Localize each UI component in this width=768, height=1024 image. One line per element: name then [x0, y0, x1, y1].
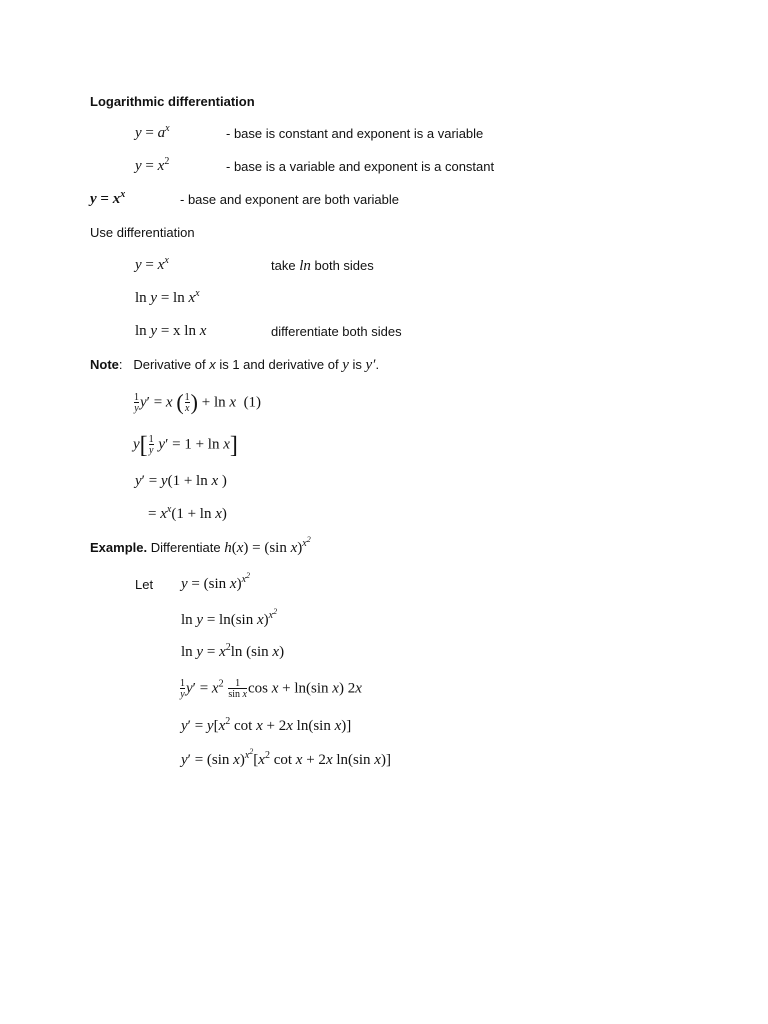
- case1-desc: - base is constant and exponent is a variable: [226, 126, 484, 141]
- step3-note: differentiate both sides: [271, 324, 402, 339]
- case1-formula: $y = a^x$: [135, 123, 170, 141]
- case3-formula: $y = x^x$: [90, 189, 126, 207]
- example-step1: y = (sin x)$^{x^2}$: [181, 571, 251, 592]
- derivative-line3: y′ = y(1 + ln x ): [135, 473, 227, 489]
- example-step3: $\ln y = x^2\ln$ (sin x): [181, 642, 285, 660]
- note-t3: is: [352, 357, 362, 372]
- case3-desc: - base and exponent are both variable: [180, 192, 399, 207]
- example-text: Differentiate: [150, 540, 221, 555]
- derivative-line2: y[ $\frac{1}{y}$ y′ = 1 + ln x]: [133, 432, 238, 459]
- case2-desc: - base is a variable and exponent is a constant: [226, 159, 495, 174]
- ln-word: ln: [299, 258, 311, 274]
- step1-formula: $y = x^x$: [135, 255, 169, 273]
- step3-formula: ln y = x ln x: [135, 323, 207, 339]
- example-step6: y′ = (sin $x)^{x^2}[x^2$ cot x + 2x ln(sin x)]: [181, 747, 391, 768]
- use-differentiation: Use differentiation: [90, 225, 195, 240]
- example-step4: $\frac{1}{y}$ $y' = x^2$ $\frac{1}{\text{sin x}}$ cos x + ln(sin x) 2x: [180, 678, 362, 700]
- note-line: Note: Derivative of x is 1 and derivative of y is y′.: [90, 357, 380, 373]
- derivative-line1: $\frac{1}{y}$ y′ = x ( $\frac{1}{x}$ ) + ln x (1): [134, 389, 262, 415]
- example-step5: $y' = y[x^2$ cot x + 2x ln(sin x)]: [181, 716, 352, 734]
- example-line: Example. Differentiate h(x) = (sin x)$^{x^2}$: [90, 535, 311, 556]
- case2-formula: $y = x^2$: [135, 156, 170, 174]
- note-label: Note: [90, 357, 119, 372]
- note-t1: Derivative of: [133, 357, 206, 372]
- example-label: Example.: [90, 540, 148, 555]
- page-title: Logarithmic differentiation: [90, 94, 255, 109]
- derivative-line4: = $x^x(1 + \ln x)$: [148, 504, 227, 522]
- example-step2: ln y = ln(sin x)$^{x^2}$: [181, 607, 278, 628]
- take-word: take: [271, 258, 296, 273]
- step1-note: [271, 258, 374, 274]
- both-sides-word: both sides: [314, 258, 374, 273]
- step2-formula: $\ln y = \ln x^x$: [135, 288, 200, 306]
- note-x: x: [209, 357, 216, 372]
- let-label: Let: [135, 577, 154, 592]
- note-t2: is 1 and derivative of: [219, 357, 339, 372]
